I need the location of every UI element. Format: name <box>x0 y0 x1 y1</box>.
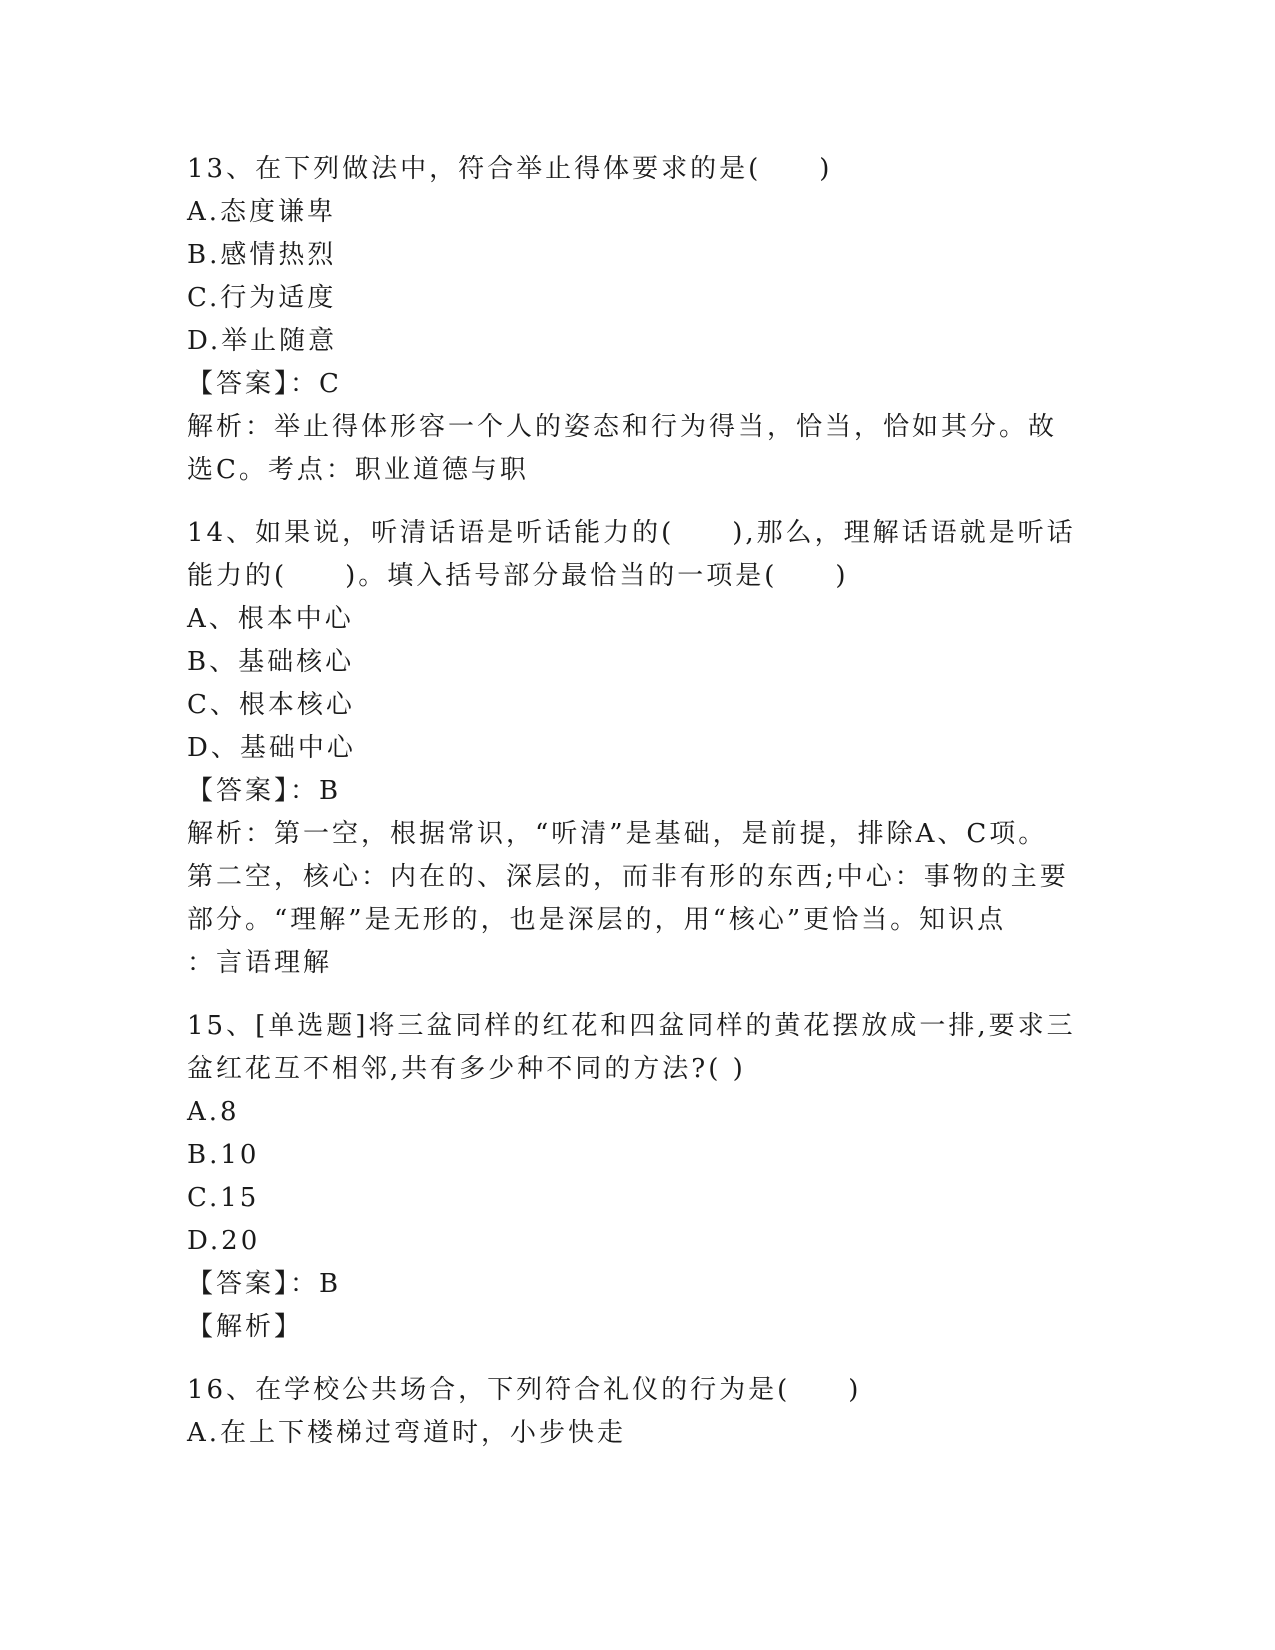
question-16 <box>187 1369 1087 1455</box>
option-a: A.在上下楼梯过弯道时，小步快走 <box>187 1418 627 1448</box>
question-13 <box>187 148 1087 492</box>
option-c: C.行为适度 <box>187 283 337 313</box>
option-d: D.举止随意 <box>187 326 338 356</box>
option-a: A.8 <box>187 1097 240 1127</box>
option-b: B.感情热烈 <box>187 240 337 270</box>
option-d: D.20 <box>187 1226 261 1256</box>
analysis-line: 选C。考点：职业道德与职 <box>187 455 529 485</box>
document-page <box>187 148 1087 1475</box>
option-a: A、根本中心 <box>187 604 354 634</box>
answer: 【答案】：B <box>187 1269 342 1299</box>
question-14 <box>187 512 1087 985</box>
answer: 【答案】：C <box>187 369 342 399</box>
analysis-heading: 【解析】 <box>187 1312 304 1342</box>
question-stem: 13、在下列做法中，符合举止得体要求的是( ) <box>187 154 833 184</box>
analysis-line: 第二空，核心：内在的、深层的，而非有形的东西;中心：事物的主要 <box>187 862 1069 892</box>
question-15 <box>187 1005 1087 1349</box>
question-stem: 盆红花互不相邻,共有多少种不同的方法?( ) <box>187 1054 746 1084</box>
option-b: B、基础核心 <box>187 647 355 677</box>
question-stem: 能力的( )。填入括号部分最恰当的一项是( ) <box>187 561 849 591</box>
question-stem: 15、[单选题]将三盆同样的红花和四盆同样的黄花摆放成一排,要求三 <box>187 1011 1076 1041</box>
analysis-line: 解析：第一空，根据常识，“听清”是基础，是前提，排除A、C项。 <box>187 819 1048 849</box>
option-c: C.15 <box>187 1183 260 1213</box>
analysis-line: ：言语理解 <box>187 948 333 978</box>
answer: 【答案】：B <box>187 776 342 806</box>
analysis-line: 解析：举止得体形容一个人的姿态和行为得当，恰当，恰如其分。故 <box>187 412 1058 442</box>
question-stem: 14、如果说，听清话语是听话能力的( ),那么，理解话语就是听话 <box>187 518 1076 548</box>
option-d: D、基础中心 <box>187 733 356 763</box>
option-b: B.10 <box>187 1140 260 1170</box>
question-stem: 16、在学校公共场合，下列符合礼仪的行为是( ) <box>187 1375 862 1405</box>
analysis-line: 部分。“理解”是无形的，也是深层的，用“核心”更恰当。知识点 <box>187 905 1007 935</box>
option-a: A.态度谦卑 <box>187 197 337 227</box>
option-c: C、根本核心 <box>187 690 355 720</box>
